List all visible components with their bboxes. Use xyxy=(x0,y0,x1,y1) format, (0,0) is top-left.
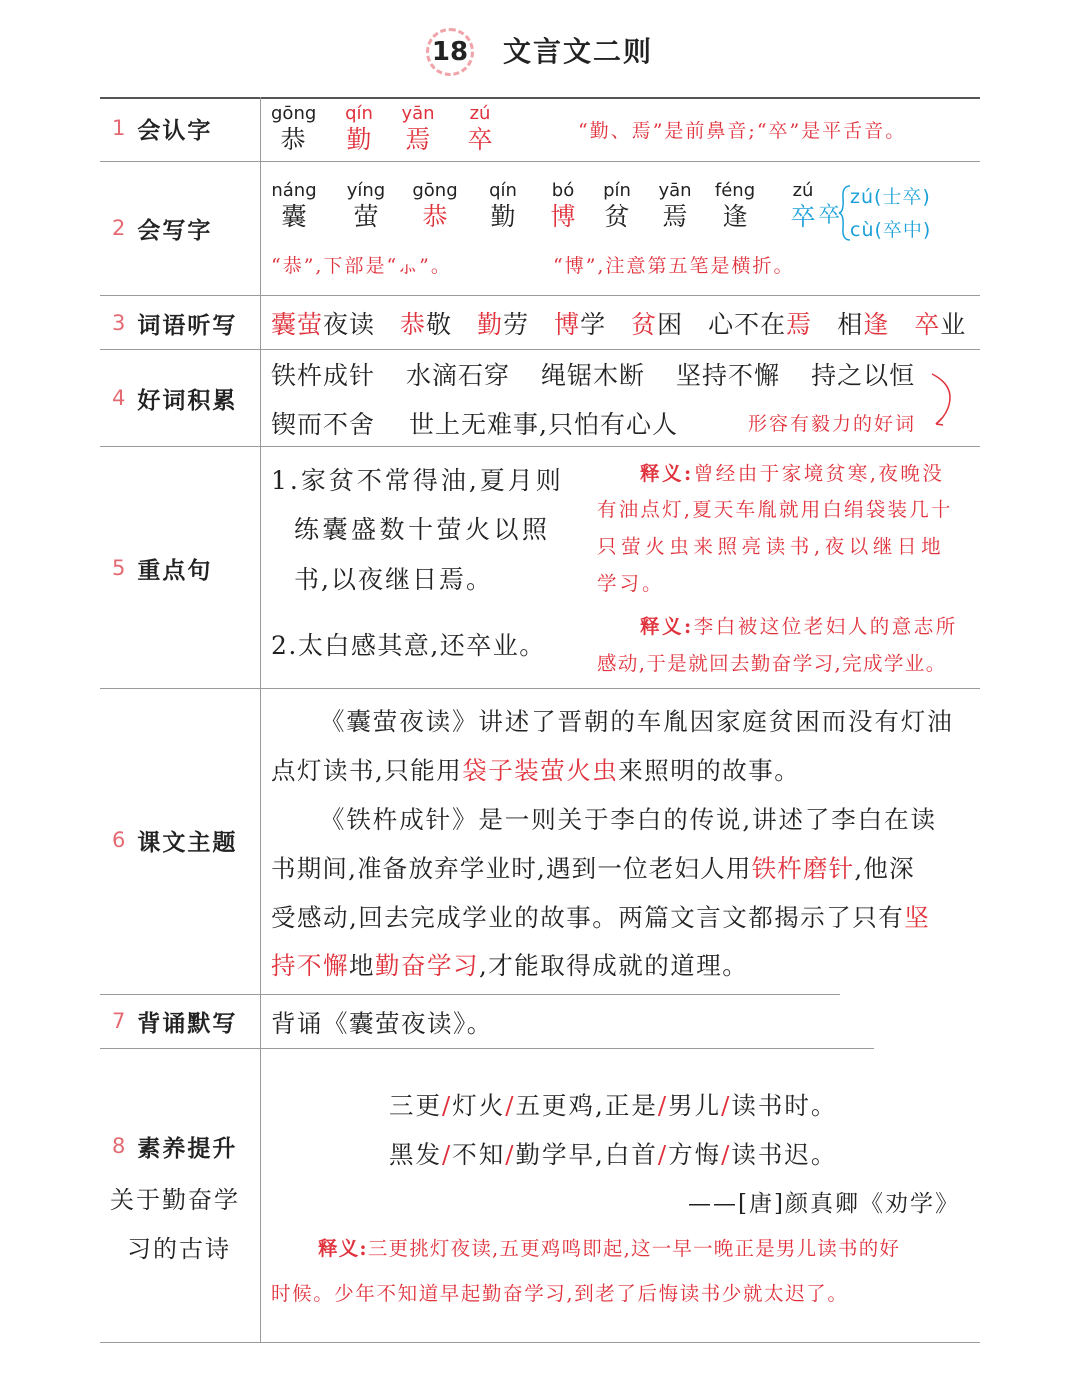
section-number: 3 xyxy=(112,311,128,335)
section-8-subtitle-1: 关于勤奋学 xyxy=(110,1186,240,1214)
section-number: 7 xyxy=(112,1009,128,1033)
section-6-label xyxy=(100,822,260,858)
good-words-note: 形容有毅力的好词 xyxy=(748,413,917,435)
pinyin-char xyxy=(271,180,317,232)
dictation-word: 囊萤夜读 xyxy=(271,310,376,339)
explanation-2-line-2: 感动,于是就回去勤奋学习,完成学业。 xyxy=(597,652,947,675)
pinyin: yíng xyxy=(346,180,386,201)
poem-segment: 五更鸡,正是 xyxy=(515,1091,658,1120)
explanation-1-line-1: 释义:曾经由于家境贫寒,夜晚没 xyxy=(640,462,945,485)
good-word: 水滴石穿 xyxy=(406,361,511,390)
section-5-label xyxy=(100,550,260,586)
good-word: 持之以恒 xyxy=(811,361,916,390)
hanzi: 焉 xyxy=(662,202,688,231)
pinyin-char xyxy=(343,180,389,232)
hanzi: 卒 xyxy=(467,125,493,154)
dictation-word: 贫困 xyxy=(631,310,684,339)
pinyin: qín xyxy=(345,103,373,124)
theme-paragraph-2-line-3: 受感动,回去完成学业的故事。两篇文言文都揭示了只有坚 xyxy=(271,903,931,932)
dictation-word: 卒业 xyxy=(914,310,967,339)
explanation-1-line-3: 只萤火虫来照亮读书,夜以继日地 xyxy=(597,535,946,558)
good-word: 绳锯木断 xyxy=(541,361,646,390)
hanzi: 勤 xyxy=(490,202,516,231)
pause-mark: / xyxy=(657,1140,669,1169)
explanation-1-line-4: 学习。 xyxy=(597,572,665,595)
section-2-note-2: “博”,注意第五笔是横折。 xyxy=(553,255,795,277)
good-words-row-1 xyxy=(271,356,915,392)
pinyin: zú xyxy=(792,180,814,201)
section-number: 2 xyxy=(112,216,128,240)
poem-explanation-line-1: 释义:三更挑灯夜读,五更鸡鸣即起,这一早一晚正是男儿读书的好 xyxy=(318,1237,901,1260)
pause-mark: / xyxy=(505,1140,516,1169)
row-divider xyxy=(100,295,980,296)
pause-mark: / xyxy=(442,1091,453,1120)
section-8-label xyxy=(100,1128,260,1164)
explanation-key: 释义: xyxy=(640,462,694,485)
poem-segment: 读书时。 xyxy=(731,1091,838,1120)
pinyin: bó xyxy=(551,180,575,201)
section-number: 5 xyxy=(112,556,128,580)
hanzi: 恭 xyxy=(422,202,448,231)
pinyin: féng xyxy=(714,180,756,201)
pause-mark: / xyxy=(442,1140,453,1169)
hanzi: 贫 xyxy=(604,202,630,231)
row-divider xyxy=(100,1048,874,1049)
poem-line-1 xyxy=(389,1087,837,1122)
poem-segment: 灯火 xyxy=(452,1091,506,1120)
pinyin-char xyxy=(480,180,526,232)
key-sentence-1-line-2: 练囊盛数十萤火以照 xyxy=(294,515,551,544)
hanzi: 萤 xyxy=(353,202,379,231)
pinyin: zú xyxy=(469,103,491,124)
section-2-label xyxy=(100,210,260,246)
pinyin: gōng xyxy=(271,103,317,124)
pinyin-char xyxy=(271,103,315,155)
section-number: 6 xyxy=(112,828,128,852)
pinyin: qín xyxy=(489,180,517,201)
polyphone-char: 卒 xyxy=(818,203,841,228)
pause-mark: / xyxy=(721,1140,732,1169)
section-title: 词语听写 xyxy=(137,312,238,339)
hanzi: 焉 xyxy=(405,125,431,154)
key-sentence-1-line-3: 书,以夜继日焉。 xyxy=(294,565,493,594)
explanation-1-line-2: 有油点灯,夏天车胤就用白绢袋装几十 xyxy=(597,498,953,521)
pinyin-char xyxy=(712,180,758,232)
pinyin-char xyxy=(458,103,502,155)
pause-mark: / xyxy=(657,1091,669,1120)
pinyin-char xyxy=(412,180,458,232)
section-title: 重点句 xyxy=(137,557,213,584)
section-title: 课文主题 xyxy=(137,829,238,856)
good-word: 坚持不懈 xyxy=(676,361,781,390)
section-1-label xyxy=(100,110,260,146)
key-sentence-1-line-1: 1.家贫不常得油,夏月则 xyxy=(271,466,564,495)
poem-segment: 方悔 xyxy=(668,1140,722,1169)
hanzi: 卒 xyxy=(790,202,816,231)
poem-source: ——[唐]颜真卿《劝学》 xyxy=(688,1191,960,1217)
section-title: 会写字 xyxy=(137,217,213,244)
dictation-word: 心不在焉 xyxy=(708,310,813,339)
curved-arrow-icon xyxy=(928,372,958,430)
hanzi: 勤 xyxy=(346,125,372,154)
row-divider xyxy=(100,688,980,689)
good-word: 铁杵成针 xyxy=(271,361,376,390)
section-2-note-1: “恭”,下部是“⺗”。 xyxy=(271,255,452,277)
section-8-subtitle-2: 习的古诗 xyxy=(127,1235,231,1263)
poem-explanation-line-2: 时候。少年不知道早起勤奋学习,到老了后悔读书少就太迟了。 xyxy=(271,1282,849,1305)
pinyin: náng xyxy=(271,180,317,201)
good-word: 锲而不舍 xyxy=(271,410,376,439)
section-number: 8 xyxy=(112,1134,128,1158)
pinyin-char xyxy=(540,180,586,232)
pinyin-char xyxy=(337,103,381,155)
lesson-title: 文言文二则 xyxy=(503,35,654,68)
dictation-word: 恭敬 xyxy=(400,310,453,339)
pinyin: pín xyxy=(603,180,631,201)
dictation-words xyxy=(271,305,966,341)
pinyin: yān xyxy=(658,180,692,201)
section-number: 4 xyxy=(112,386,128,410)
hanzi: 囊 xyxy=(281,202,307,231)
explanation-key: 释义: xyxy=(640,615,694,638)
pinyin-char xyxy=(594,180,640,232)
polyphone-reading-1: zú(士卒) xyxy=(850,186,931,208)
section-title: 会认字 xyxy=(137,117,213,144)
section-3-label xyxy=(100,305,260,341)
poem-segment: 勤学早,白首 xyxy=(515,1140,658,1169)
table-top-border xyxy=(100,97,980,99)
pinyin-char xyxy=(652,180,698,232)
poem-segment: 三更 xyxy=(389,1091,442,1120)
theme-paragraph-2-line-2: 书期间,准备放弃学业时,遇到一位老妇人用铁杵磨针,他深 xyxy=(271,854,915,883)
pause-mark: / xyxy=(721,1091,732,1120)
section-4-label xyxy=(100,380,260,416)
section-7-label xyxy=(100,1003,260,1039)
poem-segment: 不知 xyxy=(452,1140,506,1169)
pinyin: yān xyxy=(401,103,435,124)
row-divider xyxy=(100,994,840,995)
section-title: 素养提升 xyxy=(137,1135,238,1162)
poem-segment: 黑发 xyxy=(389,1140,442,1169)
hanzi: 博 xyxy=(550,202,576,231)
theme-paragraph-2-line-4: 持不懈地勤奋学习,才能取得成就的道理。 xyxy=(271,951,749,980)
hanzi: 逢 xyxy=(722,202,748,231)
row-divider xyxy=(100,446,980,447)
section-1-note: “勤、焉”是前鼻音;“卒”是平舌音。 xyxy=(578,120,907,142)
lesson-header xyxy=(0,22,1080,82)
row-divider xyxy=(100,161,980,162)
good-word: 世上无难事,只怕有心人 xyxy=(409,410,678,439)
pause-mark: / xyxy=(505,1091,516,1120)
hanzi: 恭 xyxy=(280,125,306,154)
polyphone-reading-2: cù(卒中) xyxy=(850,219,932,241)
section-title: 好词积累 xyxy=(137,387,238,414)
section-number: 1 xyxy=(112,116,128,140)
poem-line-2 xyxy=(389,1136,837,1171)
dictation-word: 相逢 xyxy=(837,310,890,339)
theme-paragraph-2-line-1: 《铁杵成针》是一则关于李白的传说,讲述了李白在读 xyxy=(320,805,937,834)
row-divider xyxy=(100,349,980,350)
theme-paragraph-1-line-2: 点灯读书,只能用袋子装萤火虫来照明的故事。 xyxy=(271,756,801,785)
key-sentence-2: 2.太白感其意,还卒业。 xyxy=(271,631,546,660)
pinyin-char xyxy=(396,103,440,155)
poem-segment: 读书迟。 xyxy=(731,1140,838,1169)
pinyin: gōng xyxy=(412,180,458,201)
section-title: 背诵默写 xyxy=(137,1010,238,1037)
lesson-number-badge: 18 xyxy=(426,28,474,76)
theme-paragraph-1-line-1: 《囊萤夜读》讲述了晋朝的车胤因家庭贫困而没有灯油 xyxy=(320,707,954,736)
dictation-word: 博学 xyxy=(554,310,607,339)
dictation-word: 勤劳 xyxy=(477,310,530,339)
column-divider xyxy=(260,97,261,1342)
recite-text: 背诵《囊萤夜读》。 xyxy=(271,1009,493,1038)
poem-segment: 男儿 xyxy=(668,1091,722,1120)
table-bottom-border xyxy=(100,1342,980,1343)
explanation-key: 释义: xyxy=(318,1237,368,1260)
explanation-2-line-1: 释义:李白被这位老妇人的意志所 xyxy=(640,615,958,638)
